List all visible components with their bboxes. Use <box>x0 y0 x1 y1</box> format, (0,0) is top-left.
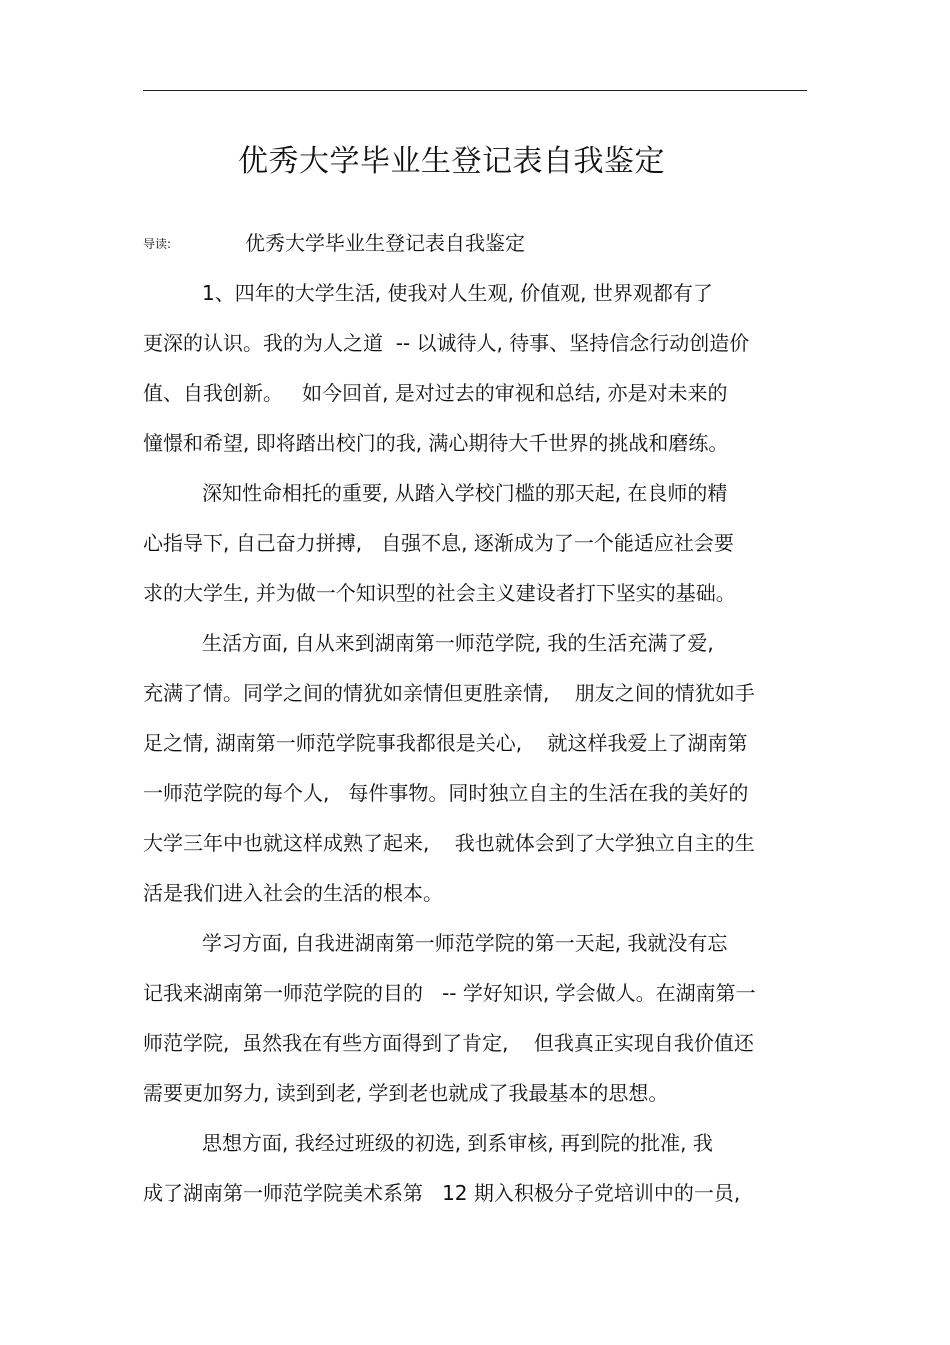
body-line: 活是我们进入社会的生活的根本。 <box>143 881 443 905</box>
lead-text: 优秀大学毕业生登记表自我鉴定 <box>245 231 525 255</box>
body-line: 心指导下, 自己奋力拼搏, 自强不息, 逐渐成为了一个能适应社会要 <box>143 531 734 555</box>
body-line: 需要更加努力, 读到到老, 学到老也就成了我最基本的思想。 <box>143 1081 669 1105</box>
header-rule <box>143 90 807 91</box>
body-line: 生活方面, 自从来到湖南第一师范学院, 我的生活充满了爱, <box>202 631 714 655</box>
body-line: 大学三年中也就这样成熟了起来, 我也就体会到了大学独立自主的生 <box>143 831 755 855</box>
body-line: 一师范学院的每个人, 每件事物。同时独立自主的生活在我的美好的 <box>143 781 749 805</box>
body-line: 成了湖南第一师范学院美术系第 12 期入积极分子党培训中的一员, <box>143 1181 741 1205</box>
document-title: 优秀大学毕业生登记表自我鉴定 <box>238 144 665 179</box>
body-line: 学习方面, 自我进湖南第一师范学院的第一天起, 我就没有忘 <box>202 931 728 955</box>
body-line: 思想方面, 我经过班级的初选, 到系审核, 再到院的批准, 我 <box>202 1131 713 1155</box>
body-line: 深知性命相托的重要, 从踏入学校门槛的那天起, 在良师的精 <box>202 481 728 505</box>
body-line: 值、自我创新。 如今回首, 是对过去的审视和总结, 亦是对未来的 <box>143 381 728 405</box>
lead-label: 导读: <box>143 237 172 251</box>
body-line: 充满了情。同学之间的情犹如亲情但更胜亲情, 朋友之间的情犹如手 <box>143 681 755 705</box>
body-line: 求的大学生, 并为做一个知识型的社会主义建设者打下坚实的基础。 <box>143 581 736 605</box>
body-line: 记我来湖南第一师范学院的目的 -- 学好知识, 学会做人。在湖南第一 <box>143 981 756 1005</box>
body-line: 1、四年的大学生活, 使我对人生观, 价值观, 世界观都有了 <box>202 281 713 305</box>
body-line: 憧憬和希望, 即将踏出校门的我, 满心期待大千世界的挑战和磨练。 <box>143 431 729 455</box>
body-line: 师范学院, 虽然我在有些方面得到了肯定, 但我真正实现自我价值还 <box>143 1031 754 1055</box>
body-line: 足之情, 湖南第一师范学院事我都很是关心, 就这样我爱上了湖南第 <box>143 731 748 755</box>
body-line: 更深的认识。我的为人之道 -- 以诚待人, 待事、坚持信念行动创造价 <box>143 331 750 355</box>
